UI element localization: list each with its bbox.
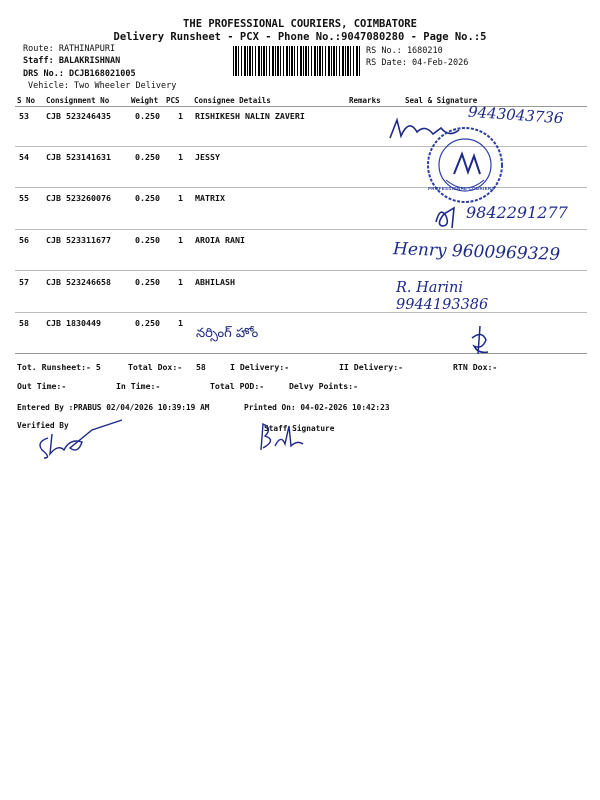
total-pod: Total POD:- — [210, 381, 265, 391]
signature-row-58 — [468, 324, 492, 358]
row-pcs: 1 — [178, 193, 183, 203]
verified-by-label: Verified By — [17, 421, 69, 430]
row-sno: 53 — [19, 111, 29, 121]
handwriting-row-57: R. Harini 9944193386 — [396, 280, 489, 313]
rtn-dox: RTN Dox:- — [453, 362, 498, 372]
company-name: THE PROFESSIONAL COURIERS, COIMBATORE — [183, 18, 417, 30]
handwriting-row-58: నర్సింగ్ హోం — [196, 326, 259, 341]
col-sno: S No — [17, 96, 36, 105]
row-consignment: CJB 523141631 — [46, 152, 111, 162]
table-bottom-rule — [15, 353, 587, 354]
col-remarks: Remarks — [349, 96, 381, 105]
row-pcs: 1 — [178, 111, 183, 121]
stamp-seal — [424, 124, 506, 206]
total-dox-label: Total Dox:- — [128, 362, 183, 372]
row-consignee: MATRIX — [195, 193, 225, 203]
row-consignee: JESSY — [195, 152, 220, 162]
row-sno: 58 — [19, 318, 29, 328]
staff: Staff: BALAKRISHNAN — [23, 56, 121, 66]
row-pcs: 1 — [178, 235, 183, 245]
total-dox-value: 58 — [196, 362, 206, 372]
stamp-text: PROFESSIONAL COURIERS — [428, 186, 495, 191]
runsheet-title: Delivery Runsheet - PCX - Phone No.:9047080280 - Page No.:5 — [113, 31, 487, 43]
rs-number: RS No.: 1680210 — [366, 46, 443, 56]
row-pcs: 1 — [178, 318, 183, 328]
row-consignee: AROIA RANI — [195, 235, 245, 245]
row-sno: 56 — [19, 235, 29, 245]
row-consignment: CJB 1830449 — [46, 318, 101, 328]
col-pcs: PCS — [166, 96, 180, 105]
staff-signature-label: Staff Signature — [264, 424, 335, 433]
entered-by: Entered By :PRABUS 02/04/2026 10:39:19 AM — [17, 403, 210, 412]
col-weight: Weight — [131, 96, 159, 105]
row-consignment: CJB 523246658 — [46, 277, 111, 287]
col-consignment: Consignment No — [46, 96, 110, 105]
row-sno: 57 — [19, 277, 29, 287]
printed-on: Printed On: 04-02-2026 10:42:23 — [244, 403, 390, 412]
delvy-points: Delvy Points:- — [289, 381, 359, 391]
route: Route: RATHINAPURI — [23, 44, 116, 54]
row-consignment: CJB 523260076 — [46, 193, 111, 203]
total-runsheet: Tot. Runsheet:- 5 — [17, 362, 101, 372]
row-rule — [15, 270, 587, 271]
row-consignee: RISHIKESH NALIN ZAVERI — [195, 111, 305, 121]
drs-number: DRS No.: DCJB168021005 — [23, 69, 136, 79]
barcode — [233, 46, 361, 76]
row-weight: 0.250 — [135, 235, 160, 245]
in-time: In Time:- — [116, 381, 161, 391]
row-sno: 55 — [19, 193, 29, 203]
col-seal: Seal & Signature — [405, 96, 478, 105]
row-rule — [15, 229, 587, 230]
i-delivery: I Delivery:- — [230, 362, 290, 372]
handwriting-row-53: 9443043736 — [467, 102, 564, 128]
row-sno: 54 — [19, 152, 29, 162]
vehicle: Vehicle: Two Wheeler Delivery — [28, 81, 177, 91]
ii-delivery: II Delivery:- — [339, 362, 404, 372]
row-consignment: CJB 523311677 — [46, 235, 111, 245]
rs-date: RS Date: 04-Feb-2026 — [366, 58, 469, 68]
row-weight: 0.250 — [135, 193, 160, 203]
row-weight: 0.250 — [135, 318, 160, 328]
row-pcs: 1 — [178, 152, 183, 162]
staff-signature — [255, 418, 315, 454]
handwriting-row-55: 9842291277 — [466, 203, 568, 222]
row-weight: 0.250 — [135, 277, 160, 287]
col-consignee: Consignee Details — [194, 96, 271, 105]
row-consignment: CJB 523246435 — [46, 111, 111, 121]
row-weight: 0.250 — [135, 152, 160, 162]
out-time: Out Time:- — [17, 381, 67, 391]
handwriting-row-56: Henry 9600969329 — [392, 239, 561, 265]
verified-signature — [30, 418, 130, 460]
row-pcs: 1 — [178, 277, 183, 287]
row-consignee: ABHILASH — [195, 277, 235, 287]
row-weight: 0.250 — [135, 111, 160, 121]
